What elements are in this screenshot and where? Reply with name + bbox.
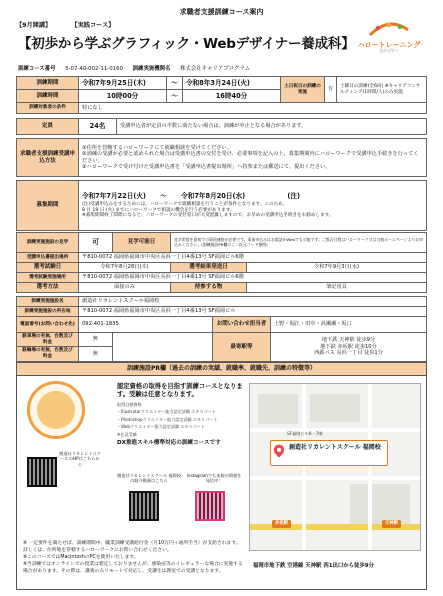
parking-value: 無: [79, 333, 113, 347]
exam-place-label: 選考試験実施場所: [17, 273, 79, 283]
cert-note: ※任意受験: [117, 431, 137, 437]
visit-date-label: 見学可能日: [113, 233, 171, 253]
recruit-note-label: (注): [287, 191, 301, 200]
pr-note-1: ※ 一定要件を満たせば、訓練期間中、職業訓練受講給付金（月10万円＋通所手当）が支給されます。詳しくは、住所地を管轄するハローワークにお問い合わせください。: [23, 541, 241, 553]
top-title: 求職者支援訓練コース案内: [179, 8, 264, 16]
pr-text: [117, 383, 245, 447]
parking-label: 駐車場の有無、台数及び料金: [17, 333, 79, 347]
application-body: [79, 139, 427, 177]
extra-value: 特になし: [79, 103, 427, 114]
course-no-label: 訓練コース番号: [18, 66, 56, 72]
logo-swoosh-icon: [366, 20, 412, 38]
org-name: 株式会社キャリアプログラム: [180, 66, 251, 72]
pr-section: [16, 362, 427, 590]
application-step-2: ②訓練の受講が必要と認められた場合は受講申込書の交付を受け、必要事項を記入の上、募集期間内にハローワークで受講申込手続きを行ってください。: [82, 151, 419, 164]
course-title: 【初歩から学ぶグラフィック・Webデザイナー養成科】: [18, 36, 355, 52]
time-label: 訓練時間: [17, 90, 79, 103]
qr-code-video-icon[interactable]: [129, 491, 159, 521]
application-table: [16, 138, 427, 177]
period-end: 令和8年3月24日(火): [183, 77, 281, 90]
time-end: 16時40分: [183, 90, 281, 103]
map-station-akasaka: 赤坂駅: [272, 520, 291, 528]
hellotraining-logo: [353, 20, 425, 60]
sat-label: 土日祝日の訓練の実施: [281, 77, 325, 103]
capacity-label: 定員: [17, 119, 79, 135]
course-info-line: [18, 66, 258, 73]
bike-value: 無: [79, 347, 113, 361]
application-step-3: ③ハローワークで受け付けた受講申込書を「受講申込書提出場所」へ持参または郵送にて、提出ください。: [82, 164, 331, 170]
method-label: 選考方法: [17, 283, 79, 293]
map-building-label: SF福岡ビル6・7階: [287, 431, 323, 436]
exam-date-label: 選考試験日: [17, 263, 79, 273]
contact-label: お問い合わせ担当者: [213, 317, 271, 333]
station-lines: [271, 333, 427, 362]
recruit-note-1: (注)受講申込みをするためには、ハローワークで就職相談を行うことが条件となります。このため、: [82, 202, 288, 208]
exam-place-value: 〒810-0072 福岡県福岡市中央区長浜一丁目4番13号 SF福岡ビル6階: [79, 273, 427, 283]
cert-1: ・Illustratorクリエイター能力認定試験 エキスパート: [117, 409, 216, 415]
access-map: [249, 383, 421, 551]
visit-detail: 見学希望を最初での事前連絡が必要です。事前申込みはお電話かWebでも可能です。ご都合日程はハローワーク又は当校ホームページよりお申込みください。(訓練施設PR欄のこ二次元コード参照): [171, 233, 427, 253]
cert-3: ・Webクリエイター能力認定試験 エキスパート: [117, 424, 205, 430]
exam-date-value: 令和7年8月28日(木): [79, 263, 171, 273]
cert-title: 取得目標資格: [117, 401, 142, 407]
map-pin-icon: [272, 442, 286, 460]
visit-value: 可: [79, 233, 113, 253]
dx-note: DX推進スキル標準対応の訓練コースです: [117, 440, 221, 447]
application-step-1: ①住所を管轄するハローワークにて就職相談を受けてください。: [82, 144, 232, 151]
time-tilde: ～: [167, 90, 183, 103]
map-access-text: 福岡市地下鉄 空港線 天神駅 西1出口から徒歩9分: [253, 563, 374, 569]
recruit-start: 令和7年7月22日(火): [82, 191, 146, 200]
result-date-label: 選考結果発送日: [171, 263, 247, 273]
org-label: 訓練実施機関名: [132, 66, 171, 72]
pr-note-3: ※当訓練ではオンラインでの授業は想定しておりませんが、感染症等のイレギュラーな場合に実施する場合があります。その際は、講義のみリモートで対応し、受講生は教室での受講となります。: [23, 561, 243, 574]
map-station-tenjin: 天神駅: [382, 520, 401, 528]
recruit-label: 募集期間: [17, 181, 79, 231]
station-line-1: 地下鉄 天神駅 徒歩9分: [321, 337, 376, 344]
selection-table: [16, 232, 427, 293]
tags: [16, 22, 132, 30]
map-school-callout: [270, 431, 388, 466]
bike-label: 駐輪場の有無、台数及び料金: [17, 347, 79, 361]
submit-value: 〒810-0072 福岡県福岡市中央区長浜一丁目4番13号 SF福岡ビル6階: [79, 253, 427, 263]
method-value: 面接のみ: [79, 283, 171, 293]
map-school-name: 創造社リカレントスクール 福岡校: [289, 444, 381, 451]
visit-label: 訓練実施施設の見学: [17, 233, 79, 253]
extra-label: 訓練対象者の条件: [17, 103, 79, 114]
facility-name-label: 訓練実施施設名: [17, 297, 79, 307]
capacity-table: [16, 118, 427, 135]
station-line-3: 西鉄バス 長浜一丁目 徒歩1分: [314, 350, 383, 357]
recruit-note-2: 8 月 19 日 (火) までにハローワークで相談の機会を行う必要があります。: [82, 207, 235, 213]
period-start: 令和7年9月25日(木): [79, 77, 167, 90]
qr-code-hp-icon[interactable]: [27, 457, 57, 487]
station-line-2: 地下鉄 赤坂駅 徒歩10分: [320, 343, 377, 350]
application-label: 求職者支援訓練受講申込方法: [17, 139, 79, 177]
result-date-value: 令和7年9月3日(水): [247, 263, 427, 273]
tag-month: 【9月開講】: [16, 22, 52, 29]
recruit-note-3: ※募集期間終了間際になると、ハローワークの受付窓口が大変混雑しますので、お早めの受講申込手続きをお勧めします。: [82, 213, 334, 219]
facility-name: 創造社リカレントスクール福岡校: [79, 297, 427, 307]
tag-type: 【実践コース】: [71, 22, 115, 29]
schedule-table: [16, 76, 427, 114]
items-label: 持参する物: [171, 283, 247, 293]
items-value: 筆記用具: [247, 283, 427, 293]
pr-heading: 訓練施設PR欄（過去の訓練の実績、就職率、就職先、訓練の特徴等）: [17, 363, 426, 376]
cert-2: ・Photoshopクリエイター能力認定試験 エキスパート: [117, 416, 218, 422]
qr-hp-label: 創造社リカレントスクールのHPはこちらから: [59, 451, 101, 467]
facility-table: [16, 296, 427, 362]
station-label: 最寄駅等: [213, 333, 271, 362]
contact-value: 上野・堀江・田中・浜瀬瀬・坂口: [271, 317, 427, 333]
facility-addr-label: 訓練実施施設の所在地: [17, 307, 79, 317]
period-tilde: ～: [167, 77, 183, 90]
course-no: 5-07-40-002-11-0160: [65, 66, 123, 72]
submit-label: 受講申込書提出場所: [17, 253, 79, 263]
school-badge-icon: [27, 381, 85, 439]
logo-text: ハロートレーニング: [357, 40, 421, 49]
time-start: 10時00分: [79, 90, 167, 103]
recruit-table: [16, 180, 427, 231]
pr-intro: 認定資格の取得を目指す訓練コースとなります。受験は任意となります。: [117, 383, 243, 398]
capacity-value: 24名: [79, 119, 117, 135]
qr-instagram-label: instagramでも本校の情報を発信中！: [186, 473, 242, 484]
capacity-note: 受講申込者が定員の半数に満たない場合は、訓練が中止となる場合があります。: [117, 119, 427, 135]
tel-value: 092-401-1835: [79, 317, 213, 333]
recruit-body: [79, 181, 427, 231]
tel-label: 電話番号(お問い合わせ先): [17, 317, 79, 333]
sat-value: 有: [325, 77, 337, 103]
pr-note-2: ※このコースではMacintoshのPCを使用いたします。: [23, 554, 139, 560]
recruit-tilde: ～: [160, 191, 167, 200]
facility-addr: 〒810-0072 福岡県福岡市中央区長浜一丁目4番13号 SF福岡ビル: [79, 307, 427, 317]
qr-video-label: 創造社リカレントスクール 福岡校の紹介動画はこちら: [117, 473, 181, 484]
pr-notes: [23, 541, 245, 576]
sat-note: 土曜日の訓練(全6回) ※キャリアコンサルティング(1時間/人)のみ実施: [337, 77, 427, 103]
qr-code-instagram-icon[interactable]: [195, 491, 225, 521]
period-label: 訓練期間: [17, 77, 79, 90]
recruit-end: 令和7年8月20日(水): [181, 191, 246, 200]
logo-sub: 急がば学べ: [379, 48, 399, 54]
